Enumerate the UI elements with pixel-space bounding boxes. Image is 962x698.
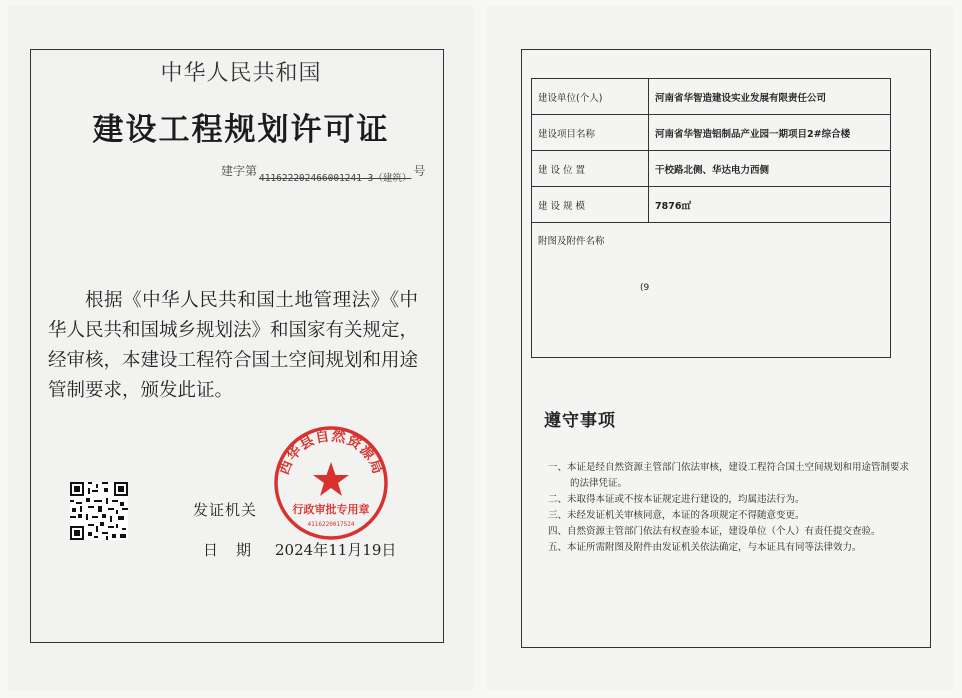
table-row	[532, 151, 891, 187]
list-item: 三、未经发证机关审核同意，本证的各项规定不得随意变更。	[548, 510, 805, 521]
certificate-back-page	[486, 6, 954, 690]
list-item: 二、未取得本证或不按本证规定进行建设的，均属违法行为。	[548, 494, 805, 505]
number-prefix: 建字第	[221, 164, 258, 178]
notice-title: 遵守事项	[544, 411, 616, 431]
attachments-mark: (9	[640, 283, 650, 293]
row-value: 河南省华智造建设实业发展有限责任公司	[649, 79, 891, 115]
row-label: 建设单位(个人)	[532, 79, 649, 115]
attachments-cell	[532, 223, 891, 358]
date-value: 2024年11月19日	[275, 541, 397, 559]
project-info-table	[531, 78, 891, 358]
country-name: 中华人民共和国	[160, 61, 322, 86]
notice-list	[548, 460, 918, 556]
row-label: 建 设 规 模	[532, 187, 649, 223]
list-item: 五、本证所需附图及附件由发证机关依法确定，与本证具有同等法律效力。	[548, 542, 862, 553]
row-value: 干校路北侧、华达电力西侧	[649, 151, 891, 187]
row-value: 7876㎡	[649, 187, 891, 223]
row-value: 河南省华智造铝制品产业园一期项目2#综合楼	[649, 115, 891, 151]
issue-date-row	[203, 539, 396, 560]
row-label: 建设项目名称	[532, 115, 649, 151]
issuer-label: 发证机关	[193, 501, 258, 519]
official-seal-icon	[272, 424, 390, 542]
attachments-label: 附图及附件名称	[538, 236, 605, 247]
qr-code-icon	[70, 482, 128, 540]
list-item: 一、本证是经自然资源主管部门依法审核，建设工程符合国土空间规划和用途管制要求的法律凭证。	[548, 462, 910, 489]
table-row	[532, 79, 891, 115]
list-item: 四、自然资源主管部门依法有权查验本证，建设单位（个人）有责任提交查验。	[548, 526, 881, 537]
table-row	[532, 223, 891, 358]
seal-serial: 4116220017524	[307, 521, 355, 528]
row-label: 建 设 位 置	[532, 151, 649, 187]
number-suffix: 号	[413, 164, 426, 178]
date-label: 日期	[203, 541, 270, 559]
table-row	[532, 115, 891, 151]
certificate-front-page	[8, 6, 474, 690]
number-value: 411622202466001241 3（建筑）	[259, 173, 412, 184]
seal-bottom-text: 行政审批专用章	[292, 503, 370, 516]
certificate-body-text: 根据《中华人民共和国土地管理法》《中华人民共和国城乡规划法》和国家有关规定，经审核，本建设工程符合国土空间规划和用途管制要求，颁发此证。	[48, 290, 419, 401]
certificate-number	[221, 162, 426, 184]
certificate-title: 建设工程规划许可证	[92, 112, 390, 148]
seal-arc-text: 西华县自然资源局	[276, 428, 386, 478]
table-row	[532, 187, 891, 223]
